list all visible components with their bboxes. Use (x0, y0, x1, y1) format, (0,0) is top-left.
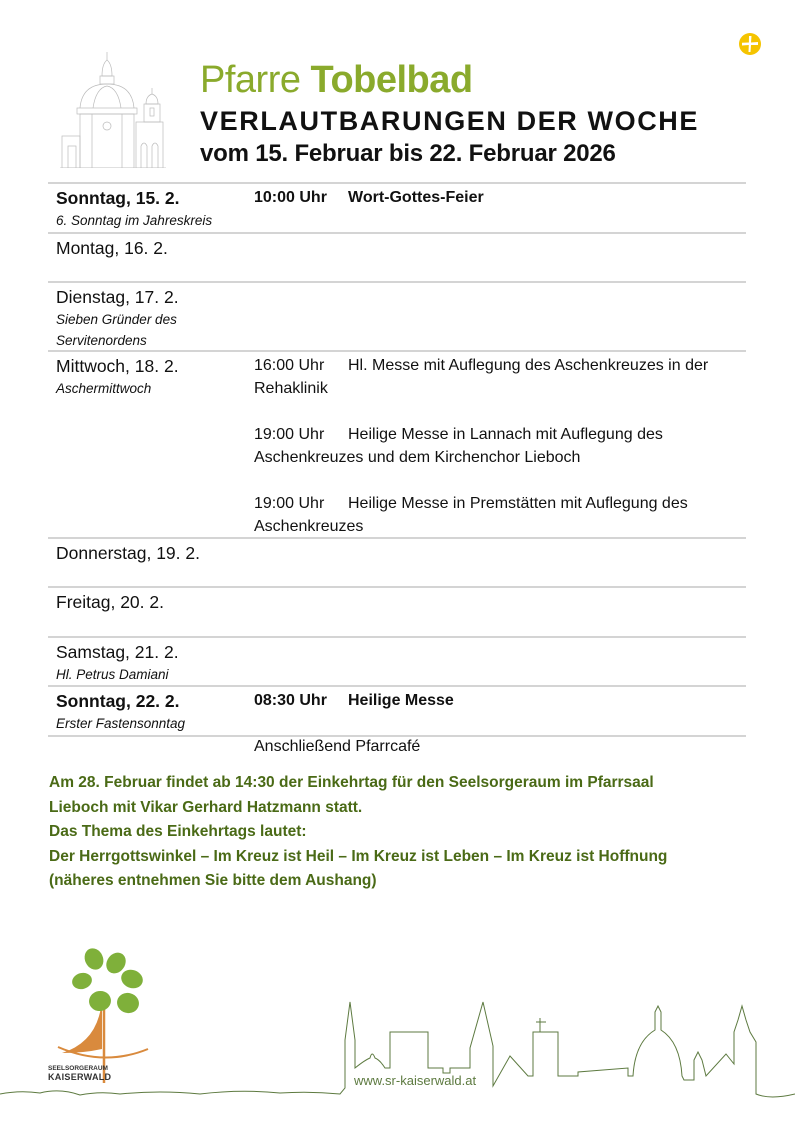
event (254, 689, 746, 712)
logo-line1: SEELSORGERAUM (48, 1065, 108, 1072)
events-cell (254, 588, 746, 636)
events-cell (254, 352, 746, 537)
day-cell (48, 687, 254, 735)
header (200, 58, 699, 170)
event (254, 354, 746, 400)
events-cell (254, 234, 746, 281)
event (254, 492, 746, 538)
page-title: VERLAUTBARUNGEN DER WOCHE (200, 106, 699, 136)
church-sketch-icon (60, 50, 170, 168)
day-name: Sonntag, 15. 2. (56, 188, 180, 208)
event-text: Heilige Messe (348, 692, 454, 709)
events-cell (254, 539, 746, 586)
day-name: Donnerstag, 19. 2. (56, 543, 200, 563)
schedule-row-sonntag-15 (48, 184, 746, 234)
day-note: Sieben Gründer des Servitenordens (56, 312, 177, 348)
event-text: Heilige Messe in Premstätten mit Auflegung des Aschenkreuzes (254, 495, 688, 535)
day-note: Erster Fastensonntag (56, 716, 186, 731)
schedule-row-montag-16 (48, 234, 746, 283)
day-name: Dienstag, 17. 2. (56, 287, 179, 307)
logo-line2: KAISERWALD (48, 1072, 112, 1082)
notice-line: Lieboch mit Vikar Gerhard Hatzmann statt. (49, 798, 363, 816)
events-cell (254, 687, 746, 755)
event-text: Hl. Messe mit Auflegung des Aschenkreuzes in der Rehaklinik (254, 357, 709, 397)
events-cell (254, 184, 746, 232)
day-cell (48, 184, 254, 232)
event (254, 186, 746, 209)
notice-line: (näheres entnehmen Sie bitte dem Aushang) (49, 872, 377, 889)
notice-line: Der Herrgottswinkel – Im Kreuz ist Heil – Im Kreuz ist Leben – Im Kreuz ist Hoffnung (49, 847, 668, 865)
schedule-row-samstag-21 (48, 638, 746, 687)
day-name: Sonntag, 22. 2. (56, 691, 180, 711)
day-cell (48, 352, 254, 537)
schedule-row-dienstag-17 (48, 283, 746, 352)
parish-title (200, 58, 699, 102)
schedule-row-sonntag-22 (48, 687, 746, 755)
schedule-table (48, 182, 746, 755)
notice-line: Am 28. Februar findet ab 14:30 der Einkehrtag für den Seelsorgeraum im Pfarrsaal (49, 774, 654, 791)
day-name: Montag, 16. 2. (56, 238, 168, 258)
event-extra: Anschließend Pfarrcafé (254, 738, 421, 755)
event-text: Wort-Gottes-Feier (348, 189, 484, 206)
notice-block (49, 771, 749, 894)
day-cell (48, 234, 254, 281)
town-skyline-icon (0, 990, 795, 1124)
day-note: Aschermittwoch (56, 381, 152, 396)
event-time: 16:00 Uhr (254, 357, 325, 374)
event-time: 19:00 Uhr (254, 426, 325, 443)
notice-line: Das Thema des Einkehrtags lautet: (49, 823, 307, 840)
parish-name: Tobelbad (310, 59, 473, 101)
day-cell (48, 588, 254, 636)
day-cell (48, 283, 254, 350)
event-time: 10:00 Uhr (254, 189, 327, 206)
event (254, 423, 746, 469)
schedule-row-donnerstag-19 (48, 539, 746, 588)
parish-prefix: Pfarre (200, 59, 301, 101)
event-time: 19:00 Uhr (254, 495, 325, 512)
events-cell (254, 638, 746, 685)
schedule-row-freitag-20 (48, 588, 746, 638)
day-name: Mittwoch, 18. 2. (56, 356, 179, 376)
day-name: Freitag, 20. 2. (56, 592, 164, 612)
event-time: 08:30 Uhr (254, 692, 327, 709)
cross-badge-icon (739, 33, 761, 55)
day-cell (48, 539, 254, 586)
day-name: Samstag, 21. 2. (56, 642, 179, 662)
schedule-row-mittwoch-18 (48, 352, 746, 539)
day-note: 6. Sonntag im Jahreskreis (56, 213, 213, 228)
events-cell (254, 283, 746, 350)
day-note: Hl. Petrus Damiani (56, 667, 169, 682)
event-text: Heilige Messe in Lannach mit Auflegung des Aschenkreuzes und dem Kirchenchor Lieboch (254, 426, 663, 466)
date-range: vom 15. Februar bis 22. Februar 2026 (200, 140, 616, 167)
website-link[interactable]: www.sr-kaiserwald.at (354, 1073, 477, 1088)
day-cell (48, 638, 254, 685)
